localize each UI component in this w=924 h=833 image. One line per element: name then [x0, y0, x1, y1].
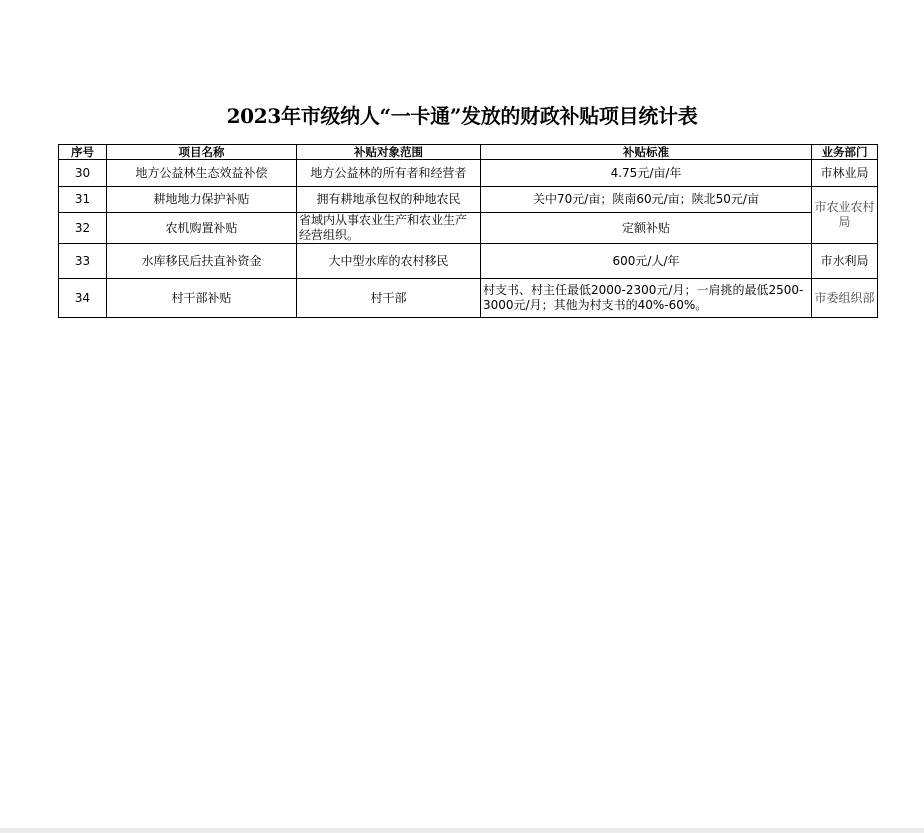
- row-scope: 拥有耕地承包权的种地农民: [297, 187, 481, 213]
- row-standard: 村支书、村主任最低2000-2300元/月；一肩挑的最低2500-3000元/月；其他为村支书的40%-60%。: [481, 279, 812, 318]
- row-scope: 地方公益林的所有者和经营者: [297, 160, 481, 187]
- row-standard: 关中70元/亩；陕南60元/亩；陕北50元/亩: [481, 187, 812, 213]
- header-standard: 补贴标准: [481, 145, 812, 160]
- page-bottom-edge: [0, 828, 924, 833]
- row-department: 市水利局: [812, 244, 878, 279]
- row-department: 市林业局: [812, 160, 878, 187]
- row-scope: 省域内从事农业生产和农业生产经营组织。: [297, 213, 481, 244]
- subsidy-table: [58, 144, 878, 318]
- row-no: 31: [59, 187, 107, 213]
- row-scope: 村干部: [297, 279, 481, 318]
- table-row: [59, 213, 878, 244]
- row-no: 32: [59, 213, 107, 244]
- table-header-row: [59, 145, 878, 160]
- table-row: [59, 160, 878, 187]
- table-row: [59, 187, 878, 213]
- row-project-name: 耕地地力保护补贴: [107, 187, 297, 213]
- table-row: [59, 244, 878, 279]
- row-project-name: 地方公益林生态效益补偿: [107, 160, 297, 187]
- row-scope: 大中型水库的农村移民: [297, 244, 481, 279]
- table-row: [59, 279, 878, 318]
- header-project-name: 项目名称: [107, 145, 297, 160]
- page-title: 2023年市级纳人“一卡通”发放的财政补贴项目统计表: [226, 104, 698, 128]
- row-project-name: 农机购置补贴: [107, 213, 297, 244]
- header-department: 业务部门: [812, 145, 878, 160]
- row-standard: 定额补贴: [481, 213, 812, 244]
- row-no: 33: [59, 244, 107, 279]
- header-no: 序号: [59, 145, 107, 160]
- row-standard: 600元/人/年: [481, 244, 812, 279]
- row-department: 市农业农村局: [812, 187, 878, 244]
- header-scope: 补贴对象范围: [297, 145, 481, 160]
- row-project-name: 村干部补贴: [107, 279, 297, 318]
- row-standard: 4.75元/亩/年: [481, 160, 812, 187]
- row-project-name: 水库移民后扶直补资金: [107, 244, 297, 279]
- row-no: 34: [59, 279, 107, 318]
- row-no: 30: [59, 160, 107, 187]
- row-department: 市委组织部: [812, 279, 878, 318]
